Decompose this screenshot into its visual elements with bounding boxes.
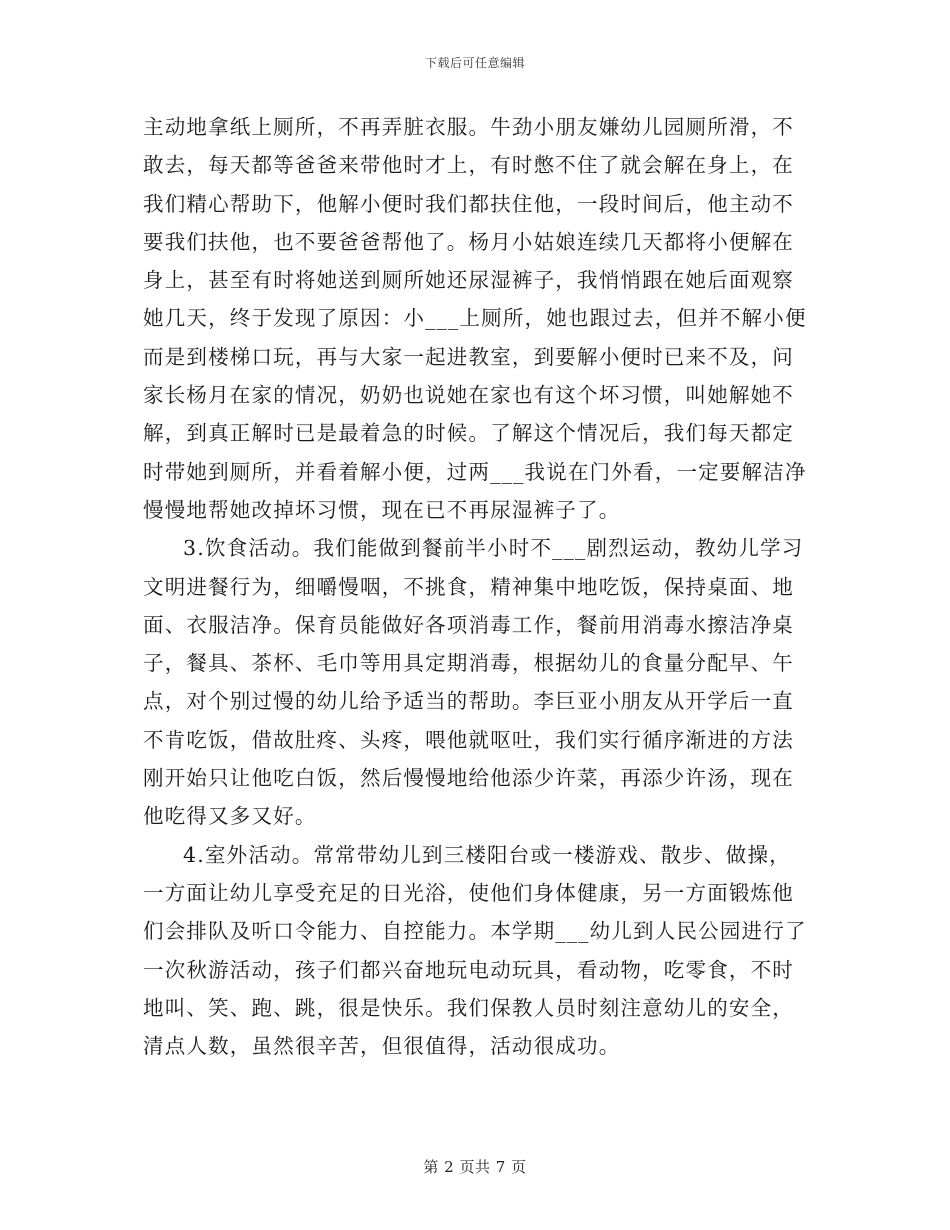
text-line: 敢去，每天都等爸爸来带他时才上，有时憋不住了就会解在身上，在 [143,153,794,178]
text-line: 一方面让幼儿享受充足的日光浴，使他们身体健康，另一方面锻炼他 [143,880,794,905]
text-line: 她几天，终于发现了原因：小___上厕所，她也跟过去，但并不解小便 [143,306,807,331]
text-line: 家长杨月在家的情况，奶奶也说她在家也有这个坏习惯，叫她解她不 [143,383,794,408]
text-line: 面、衣服洁净。保育员能做好各项消毒工作，餐前用消毒水擦洁净桌 [143,612,794,637]
section-heading-line: 3.饮食活动。我们能做到餐前半小时不___剧烈运动，教幼儿学习 [183,536,804,561]
text-line: 地叫、笑、跑、跳，很是快乐。我们保教人员时刻注意幼儿的安全， [143,995,794,1020]
text-line: 慢慢地帮她改掉坏习惯，现在已不再尿湿裤子了。 [143,497,621,522]
text-line: 清点人数，虽然很辛苦，但很值得，活动很成功。 [143,1034,621,1059]
text-line: 文明进餐行为，细嚼慢咽，不挑食，精神集中地吃饭，保持桌面、地 [143,574,794,599]
text-line: 他吃得又多又好。 [143,804,317,829]
header-note: 下载后可任意编辑 [424,56,525,70]
text-line: 时带她到厕所，并看着解小便，过两___我说在门外看，一定要解洁净 [143,459,807,484]
section-heading-line: 4.室外活动。常常带幼儿到三楼阳台或一楼游戏、散步、做操， [183,842,791,867]
page-number: 第 2 页共 7 页 [423,1158,527,1176]
text-line: 们会排队及听口令能力、自控能力。本学期___幼儿到人民公园进行了 [143,919,807,944]
text-line: 身上，甚至有时将她送到厕所她还尿湿裤子，我悄悄跟在她后面观察 [143,268,794,293]
text-line: 我们精心帮助下，他解小便时我们都扶住他，一段时间后，他主动不 [143,191,794,216]
text-line: 一次秋游活动，孩子们都兴奋地玩电动玩具，看动物，吃零食，不时 [143,957,794,982]
text-line: 子，餐具、茶杯、毛巾等用具定期消毒，根据幼儿的食量分配早、午 [143,651,794,676]
text-line: 而是到楼梯口玩，再与大家一起进教室，到要解小便时已来不及，问 [143,344,794,369]
body-text [143,108,815,1065]
text-line: 主动地拿纸上厕所，不再弄脏衣服。牛劲小朋友嫌幼儿园厕所滑，不 [143,115,794,139]
text-line: 要我们扶他，也不要爸爸帮他了。杨月小姑娘连续几天都将小便解在 [143,229,794,254]
text-line: 解，到真正解时已是最着急的时候。了解这个情况后，我们每天都定 [143,421,794,446]
text-line: 点，对个别过慢的幼儿给予适当的帮助。李巨亚小朋友从开学后一直 [143,689,794,714]
text-line: 刚开始只让他吃白饭，然后慢慢地给他添少许菜，再添少许汤，现在 [143,766,794,791]
text-line: 不肯吃饭，借故肚疼、头疼，喂他就呕吐，我们实行循序渐进的方法 [143,727,794,752]
